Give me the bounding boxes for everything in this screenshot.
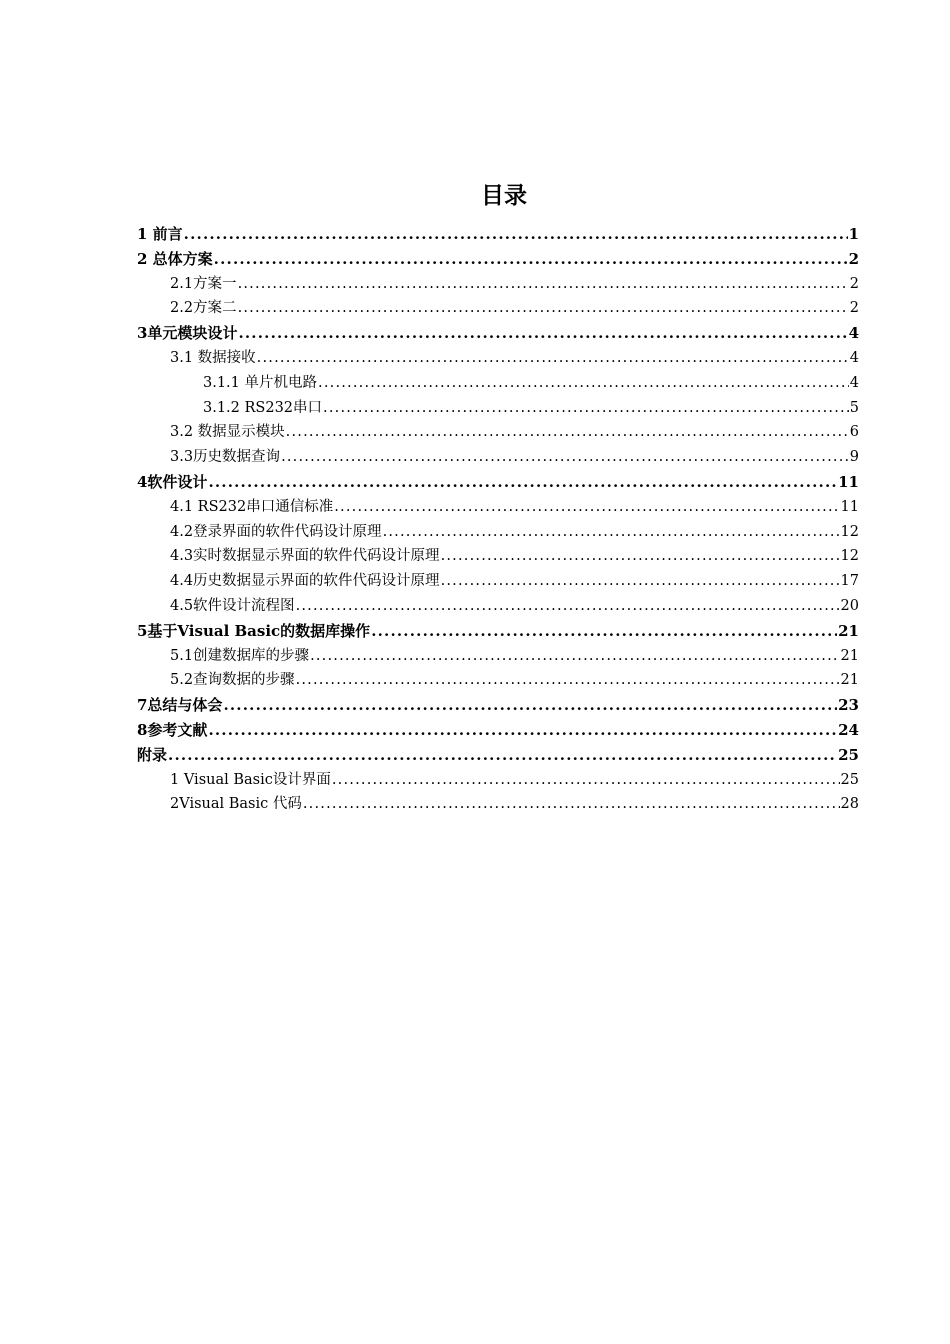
toc-entry[interactable] xyxy=(137,743,859,768)
toc-entry-label: 3.1.2 RS232串口 xyxy=(203,399,323,416)
toc-dot-leader xyxy=(238,272,849,297)
toc-dot-leader xyxy=(184,222,848,247)
table-of-contents xyxy=(137,222,859,817)
toc-dot-leader xyxy=(332,768,840,793)
toc-entry-page-number: 25 xyxy=(838,745,859,764)
toc-dot-leader xyxy=(208,718,837,743)
toc-entry-page-number: 12 xyxy=(840,523,859,540)
toc-entry-label: 7总结与体会 xyxy=(137,696,223,715)
toc-entry-label: 1 前言 xyxy=(137,225,183,243)
toc-entry[interactable] xyxy=(137,768,859,793)
toc-entry-page-number: 6 xyxy=(849,424,859,441)
toc-entry-page-number: 4 xyxy=(849,349,859,366)
toc-entry-label: 5基于Visual Basic的数据库操作 xyxy=(137,621,371,640)
toc-entry-label: 4.1 RS232串口通信标准 xyxy=(170,498,334,515)
toc-entry-page-number: 25 xyxy=(840,771,859,788)
toc-entry-label: 附录 xyxy=(137,745,168,764)
toc-dot-leader xyxy=(168,743,837,768)
toc-dot-leader xyxy=(323,396,849,421)
toc-dot-leader xyxy=(310,644,839,669)
toc-entry-label: 3.2 数据显示模块 xyxy=(170,424,285,441)
toc-entry-page-number: 11 xyxy=(838,472,859,491)
toc-entry-page-number: 2 xyxy=(848,249,859,268)
toc-entry[interactable] xyxy=(137,569,859,594)
toc-entry-label: 4软件设计 xyxy=(137,472,208,491)
toc-dot-leader xyxy=(383,520,840,545)
toc-entry-page-number: 9 xyxy=(849,449,859,466)
toc-entry-page-number: 11 xyxy=(840,498,859,515)
toc-dot-leader xyxy=(318,371,849,396)
toc-entry-page-number: 17 xyxy=(840,573,859,590)
toc-entry-label: 2Visual Basic 代码 xyxy=(170,796,302,813)
toc-entry[interactable] xyxy=(137,792,859,817)
toc-entry[interactable] xyxy=(137,668,859,693)
toc-entry-page-number: 24 xyxy=(838,720,859,739)
toc-entry-label: 4.2登录界面的软件代码设计原理 xyxy=(170,523,382,540)
toc-title: 目录 xyxy=(481,183,527,209)
toc-entry-page-number: 28 xyxy=(840,796,859,813)
toc-dot-leader xyxy=(208,470,837,495)
toc-entry-label: 3.1.1 单片机电路 xyxy=(203,374,318,391)
toc-entry-label: 3单元模块设计 xyxy=(137,324,238,343)
toc-entry[interactable] xyxy=(137,247,859,272)
toc-dot-leader xyxy=(296,594,840,619)
toc-dot-leader xyxy=(281,445,849,470)
toc-entry-label: 3.3历史数据查询 xyxy=(170,449,281,466)
toc-dot-leader xyxy=(303,792,840,817)
toc-entry-label: 2.1方案一 xyxy=(170,275,237,292)
toc-entry-page-number: 1 xyxy=(848,225,859,243)
toc-entry-label: 2.2方案二 xyxy=(170,300,237,317)
toc-dot-leader xyxy=(214,247,848,272)
toc-entry[interactable] xyxy=(137,693,859,718)
toc-entry-label: 1 Visual Basic设计界面 xyxy=(170,771,331,788)
toc-entry[interactable] xyxy=(137,321,859,346)
toc-entry[interactable] xyxy=(137,445,859,470)
toc-entry[interactable] xyxy=(137,619,859,644)
toc-entry-page-number: 4 xyxy=(848,324,859,343)
toc-entry[interactable] xyxy=(137,396,859,421)
toc-entry[interactable] xyxy=(137,520,859,545)
toc-entry-label: 5.1创建数据库的步骤 xyxy=(170,647,310,664)
toc-entry[interactable] xyxy=(137,222,859,247)
toc-entry-label: 5.2查询数据的步骤 xyxy=(170,672,295,689)
toc-dot-leader xyxy=(286,420,849,445)
toc-dot-leader xyxy=(334,495,839,520)
toc-entry[interactable] xyxy=(137,371,859,396)
toc-entry[interactable] xyxy=(137,644,859,669)
toc-entry-label: 4.5软件设计流程图 xyxy=(170,597,295,614)
toc-entry-page-number: 20 xyxy=(840,597,859,614)
toc-entry[interactable] xyxy=(137,420,859,445)
toc-entry-label: 4.4历史数据显示界面的软件代码设计原理 xyxy=(170,573,440,590)
toc-entry-page-number: 21 xyxy=(840,672,859,689)
toc-dot-leader xyxy=(257,346,849,371)
toc-dot-leader xyxy=(223,693,837,718)
toc-entry[interactable] xyxy=(137,718,859,743)
toc-entry-page-number: 2 xyxy=(849,275,859,292)
toc-entry-label: 2 总体方案 xyxy=(137,249,213,268)
toc-entry-page-number: 12 xyxy=(840,548,859,565)
toc-entry-page-number: 21 xyxy=(838,621,859,640)
toc-entry-label: 4.3实时数据显示界面的软件代码设计原理 xyxy=(170,548,440,565)
toc-dot-leader xyxy=(238,296,849,321)
toc-dot-leader xyxy=(441,544,840,569)
toc-entry[interactable] xyxy=(137,296,859,321)
toc-dot-leader xyxy=(371,619,837,644)
toc-entry[interactable] xyxy=(137,544,859,569)
toc-entry-label: 3.1 数据接收 xyxy=(170,349,256,366)
toc-entry-page-number: 2 xyxy=(849,300,859,317)
toc-dot-leader xyxy=(296,668,840,693)
toc-entry[interactable] xyxy=(137,272,859,297)
toc-entry[interactable] xyxy=(137,346,859,371)
toc-entry-page-number: 21 xyxy=(840,647,859,664)
toc-entry[interactable] xyxy=(137,470,859,495)
toc-dot-leader xyxy=(441,569,840,594)
toc-entry-page-number: 4 xyxy=(849,374,859,391)
toc-entry-label: 8参考文献 xyxy=(137,720,208,739)
toc-entry[interactable] xyxy=(137,594,859,619)
toc-entry-page-number: 5 xyxy=(849,399,859,416)
toc-entry-page-number: 23 xyxy=(838,696,859,715)
toc-dot-leader xyxy=(238,321,847,346)
toc-entry[interactable] xyxy=(137,495,859,520)
